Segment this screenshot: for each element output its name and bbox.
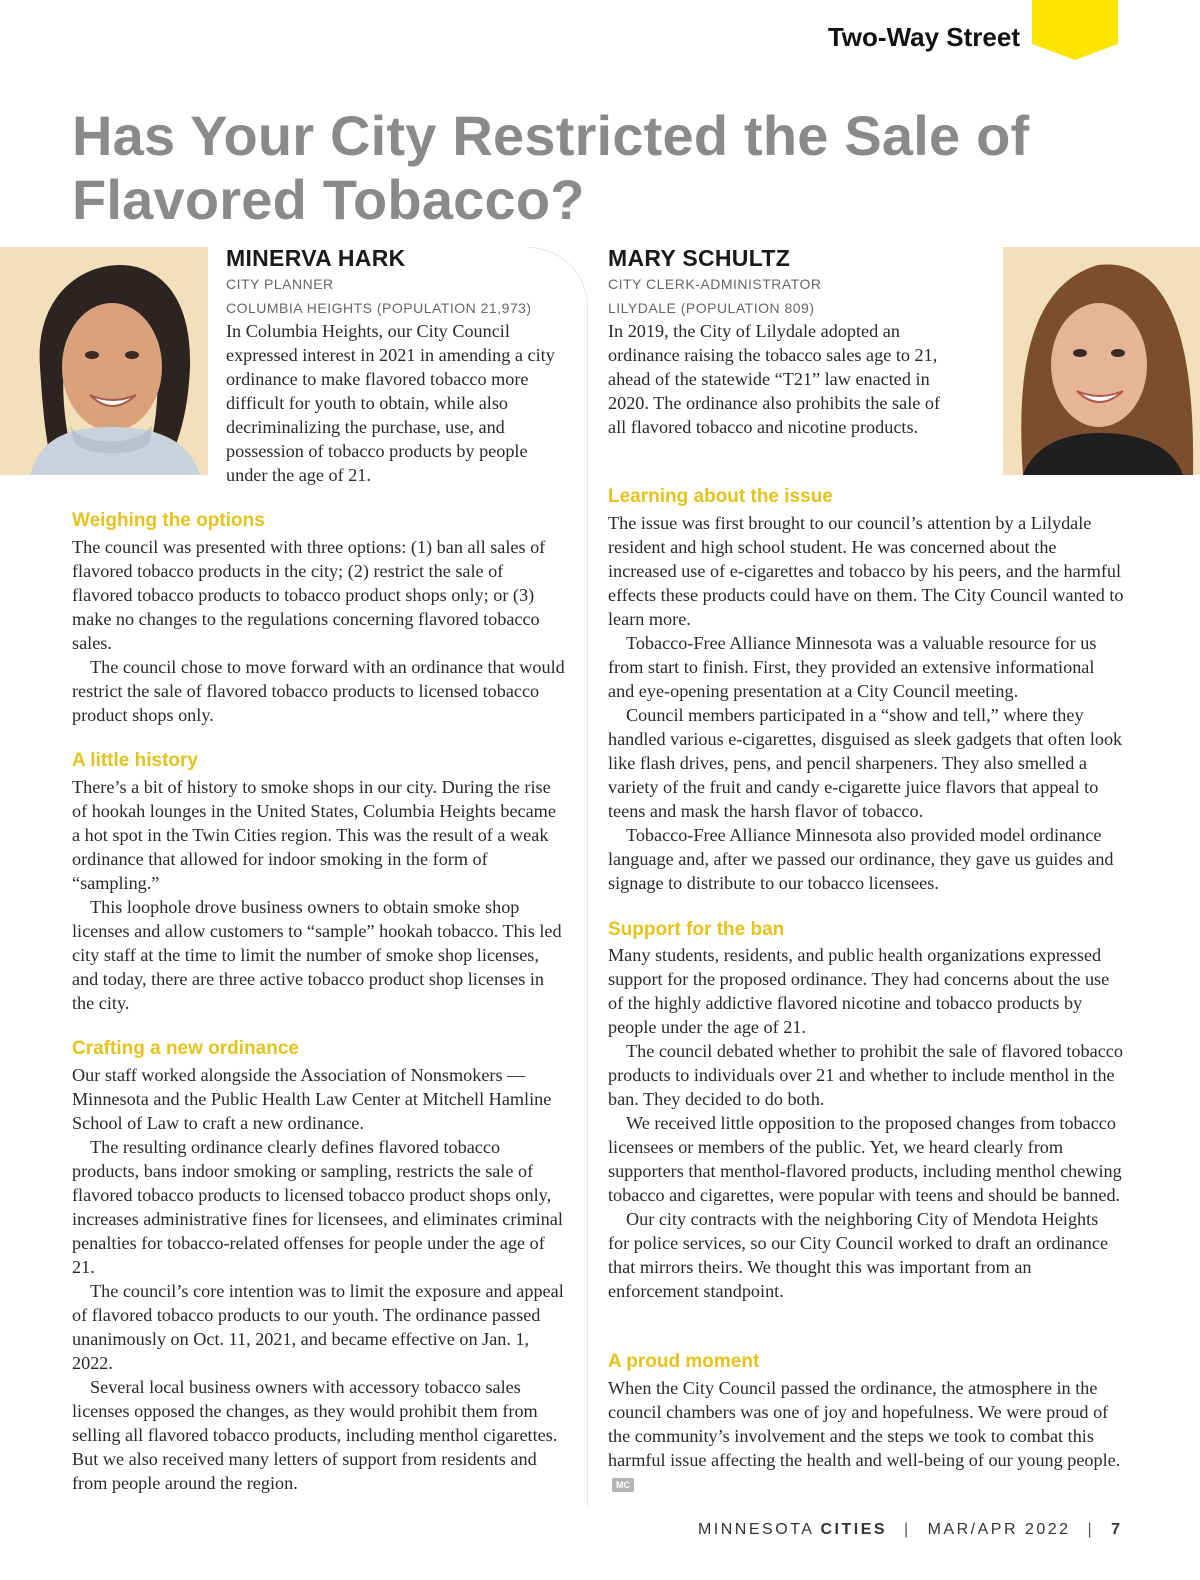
footer-issue: MAR/APR 2022 bbox=[927, 1521, 1071, 1538]
paragraph: Many students, residents, and public health organizations expressed support for the proposed ordinance. They had concerns about the use of the highly addictive flavored nicotine and tobacco products by people under the age of 21. bbox=[608, 945, 1110, 1037]
paragraph: Council members participated in a “show and tell,” where they handled various e-cigarettes, disguised as sleek gadgets that often look like flash drives, pens, and pencil sharpeners. They also smelled a variety of the fruit and candy e-cigarette juice flavors that appeal to teens and mask the harsh flavor of tobacco. bbox=[608, 705, 1123, 821]
paragraph: The council’s core intention was to limit the exposure and appeal of flavored tobacco products to our youth. The ordinance passed unanimously on Oct. 11, 2021, and became effective on Jan. 1, 2022. bbox=[72, 1281, 564, 1373]
portrait-minerva-hark bbox=[0, 247, 208, 475]
right-section-heading-1: Learning about the issue bbox=[608, 486, 833, 507]
right-author-name: MARY SCHULTZ bbox=[608, 245, 791, 271]
paragraph: Tobacco-Free Alliance Minnesota also provided model ordinance language and, after we passed our ordinance, they gave us guides and signage to distribute to our tobacco licensees. bbox=[608, 825, 1114, 893]
closing-paragraph-text: When the City Council passed the ordinance, the atmosphere in the council chambers was one of joy and hopefulness. We were proud of the community’s involvement and the steps we took to combat this harmful issue affecting the health and well-being of our young people. bbox=[608, 1378, 1121, 1470]
headline: Has Your City Restricted the Sale of Flavored Tobacco? bbox=[72, 104, 1030, 231]
section-tag: Two-Way Street bbox=[827, 22, 1020, 52]
left-section-heading-2: A little history bbox=[72, 750, 198, 771]
right-section-body-3 bbox=[608, 1376, 1124, 1496]
left-section-body-2 bbox=[72, 775, 568, 1015]
paragraph bbox=[608, 1376, 1124, 1496]
right-intro-paragraph: In 2019, the City of Lilydale adopted an ordinance raising the tobacco sales age to 21, ahead of the statewide “T21” law enacted in 2020. The ordinance also prohibits the sale of all flavored tobacco and nicotine products. bbox=[608, 321, 941, 437]
paragraph: The resulting ordinance clearly defines flavored tobacco products, bans indoor smoking or sampling, restricts the sale of flavored tobacco products to licensed tobacco product shops only, increases administrative fines for licensees, and eliminates criminal penalties for tobacco-related offenses for people under the age of 21. bbox=[72, 1137, 563, 1277]
left-section-body-3 bbox=[72, 1063, 568, 1495]
paragraph: There’s a bit of history to smoke shops in our city. During the rise of hookah lounges in the United States, Columbia Heights became a hot spot in the Twin Cities region. This was the result of a weak ordinance that allowed for indoor smoking in the form of “sampling.” bbox=[72, 777, 556, 893]
paragraph: The council debated whether to prohibit the sale of flavored tobacco products to individuals over 21 and whether to include menthol in the ban. They decided to do both. bbox=[608, 1041, 1123, 1109]
right-author-title: CITY CLERK-ADMINISTRATOR bbox=[608, 276, 822, 292]
left-section-heading-3: Crafting a new ordinance bbox=[72, 1038, 299, 1059]
left-section-heading-1: Weighing the options bbox=[72, 510, 265, 531]
page-footer bbox=[640, 1521, 1120, 1539]
right-section-heading-3: A proud moment bbox=[608, 1351, 760, 1372]
left-author-title: CITY PLANNER bbox=[226, 276, 334, 292]
paragraph: We received little opposition to the proposed changes from tobacco licensees or members of the public. Yet, we heard clearly from supporters that menthol-flavored products, including menthol chewing tobacco and cigarettes, were popular with teens and should be banned. bbox=[608, 1113, 1122, 1205]
right-section-body-2 bbox=[608, 943, 1124, 1303]
paragraph: The council was presented with three options: (1) ban all sales of flavored tobacco products in the city; (2) restrict the sale of flavored tobacco products to tobacco product shops only; or (3) make no changes to the regulations concerning flavored tobacco sales. bbox=[72, 537, 546, 653]
footer-separator: | bbox=[903, 1521, 911, 1538]
left-intro-paragraph: In Columbia Heights, our City Council expressed interest in 2021 in amending a city ordinance to make flavored tobacco more difficult for youth to obtain, while also decriminalizing the purchase, use, and possession of tobacco products by people under the age of 21. bbox=[226, 321, 555, 485]
mc-end-mark-icon: MC bbox=[612, 1478, 634, 1492]
paragraph: Tobacco-Free Alliance Minnesota was a valuable resource for us from start to finish. First, they provided an extensive informational and eye-opening presentation at a City Council meeting. bbox=[608, 633, 1097, 701]
left-intro bbox=[226, 319, 566, 487]
footer-separator: | bbox=[1087, 1521, 1095, 1538]
paragraph: This loophole drove business owners to obtain smoke shop licenses and allow customers to “sample” hookah tobacco. This led city staff at the time to limit the number of smoke shop licenses, and today, there are three active tobacco product shop licenses in the city. bbox=[72, 897, 562, 1013]
right-author-city: LILYDALE (POPULATION 809) bbox=[608, 300, 815, 316]
right-intro bbox=[608, 319, 953, 439]
page-number: 7 bbox=[1111, 1521, 1120, 1538]
footer-magazine-name-bold: CITIES bbox=[820, 1521, 888, 1538]
footer-magazine-name: MINNESOTA bbox=[697, 1521, 814, 1538]
yellow-tab-decoration bbox=[1032, 0, 1118, 44]
paragraph: Several local business owners with accessory tobacco sales licenses opposed the changes, as they would prohibit them from selling all flavored tobacco products, including menthol cigarettes. But we also received many letters of support from residents and from people around the region. bbox=[72, 1377, 558, 1493]
paragraph: Our staff worked alongside the Association of Nonsmokers — Minnesota and the Public Health Law Center at Mitchell Hamline School of Law to craft a new ordinance. bbox=[72, 1065, 552, 1133]
portrait-mary-schultz bbox=[1003, 247, 1200, 475]
yellow-tab-tip-decoration bbox=[1032, 44, 1118, 60]
paragraph: The issue was first brought to our council’s attention by a Lilydale resident and high school student. He was concerned about the increased use of e-cigarettes and tobacco by his peers, and the harmful effects these products could have on them. The City Council wanted to learn more. bbox=[608, 513, 1124, 629]
paragraph: Our city contracts with the neighboring City of Mendota Heights for police services, so our City Council worked to draft an ordinance that mirrors theirs. We thought this was important from an enforcement standpoint. bbox=[608, 1209, 1109, 1301]
left-author-name: MINERVA HARK bbox=[226, 245, 406, 271]
paragraph: The council chose to move forward with an ordinance that would restrict the sale of flavored tobacco products to licensed tobacco product shops only. bbox=[72, 657, 565, 725]
right-section-heading-2: Support for the ban bbox=[608, 919, 785, 940]
right-section-body-1 bbox=[608, 511, 1124, 895]
left-author-city: COLUMBIA HEIGHTS (POPULATION 21,973) bbox=[226, 300, 532, 316]
left-section-body-1 bbox=[72, 535, 568, 727]
